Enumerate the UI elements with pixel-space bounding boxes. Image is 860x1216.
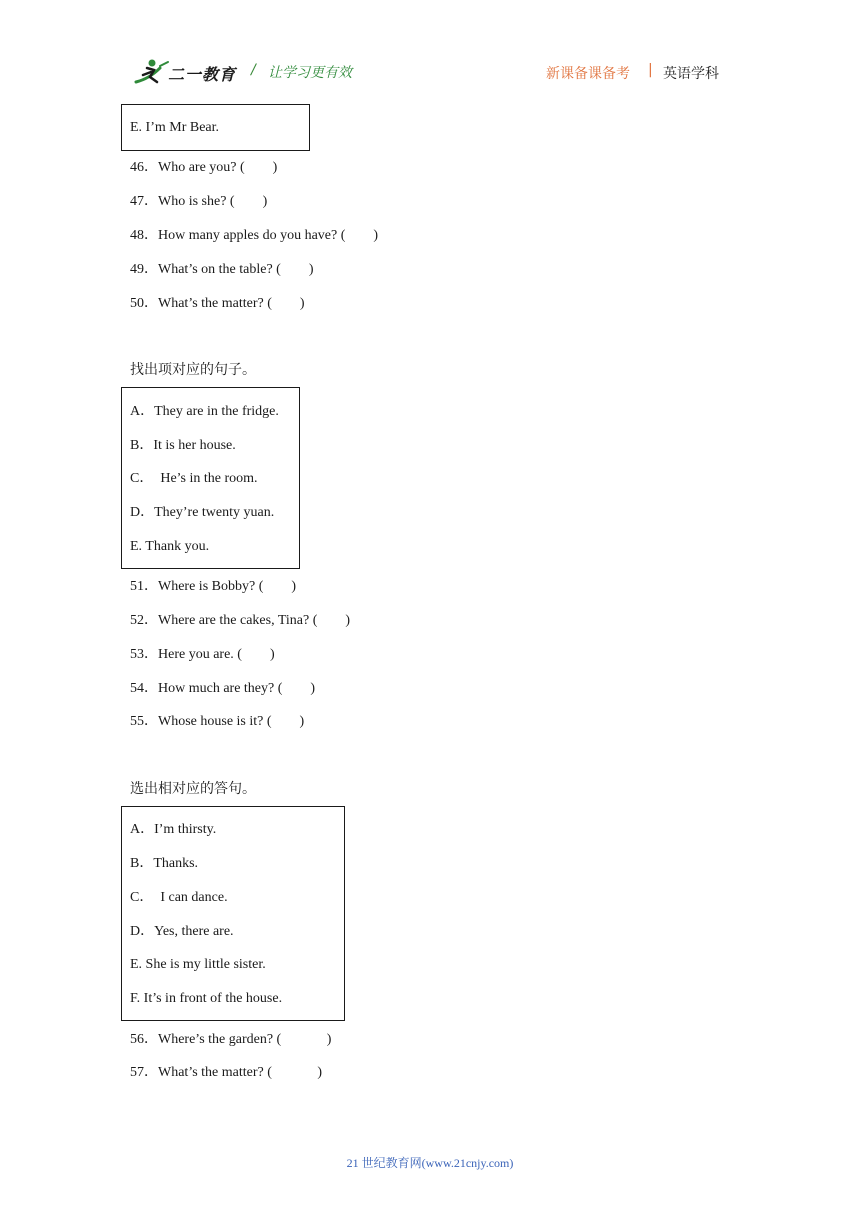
header-subject-label: 英语学科 <box>663 66 719 82</box>
question-item: 51．Where is Bobby? ( ) <box>130 579 297 594</box>
option-item: B．It is her house. <box>130 438 236 453</box>
option-item: D．They’re twenty yuan. <box>130 505 275 520</box>
question-item: 50．What’s the matter? ( ) <box>130 296 305 311</box>
section-heading: 找出项对应的句子。 <box>130 362 256 378</box>
option-item: B．Thanks. <box>130 856 199 871</box>
header-separator: | <box>648 62 653 78</box>
option-item: D．Yes, there are. <box>130 924 234 939</box>
question-item: 52．Where are the cakes, Tina? ( ) <box>130 613 351 628</box>
question-item: 47．Who is she? ( ) <box>130 194 268 209</box>
question-item: 53．Here you are. ( ) <box>130 647 275 662</box>
header-course-label: 新课备课备考 <box>546 66 630 82</box>
option-item: E. I’m Mr Bear. <box>130 120 220 135</box>
slogan: 让学习更有效 <box>268 65 352 81</box>
option-item: E. She is my little sister. <box>130 957 266 972</box>
question-item: 46．Who are you? ( ) <box>130 160 278 175</box>
question-item: 54．How much are they? ( ) <box>130 681 316 696</box>
option-item: C． I can dance. <box>130 890 228 905</box>
page-header <box>0 52 860 92</box>
option-item: F. It’s in front of the house. <box>130 991 283 1006</box>
section-heading: 选出相对应的答句。 <box>130 781 256 797</box>
page-footer[interactable]: 21 世纪教育网(www.21cnjy.com) <box>346 1156 514 1170</box>
question-item: 57．What’s the matter? ( ) <box>130 1065 323 1080</box>
question-item: 56．Where’s the garden? ( ) <box>130 1032 332 1047</box>
logo-text: 二一教育 <box>168 65 237 84</box>
option-item: A．I’m thirsty. <box>130 822 217 837</box>
question-item: 55．Whose house is it? ( ) <box>130 714 305 729</box>
question-item: 48．How many apples do you have? ( ) <box>130 228 379 243</box>
question-item: 49．What’s on the table? ( ) <box>130 262 314 277</box>
option-item: A．They are in the fridge. <box>130 404 279 419</box>
slogan-divider: / <box>251 62 256 78</box>
option-item: E. Thank you. <box>130 539 210 554</box>
option-item: C． He’s in the room. <box>130 471 258 486</box>
